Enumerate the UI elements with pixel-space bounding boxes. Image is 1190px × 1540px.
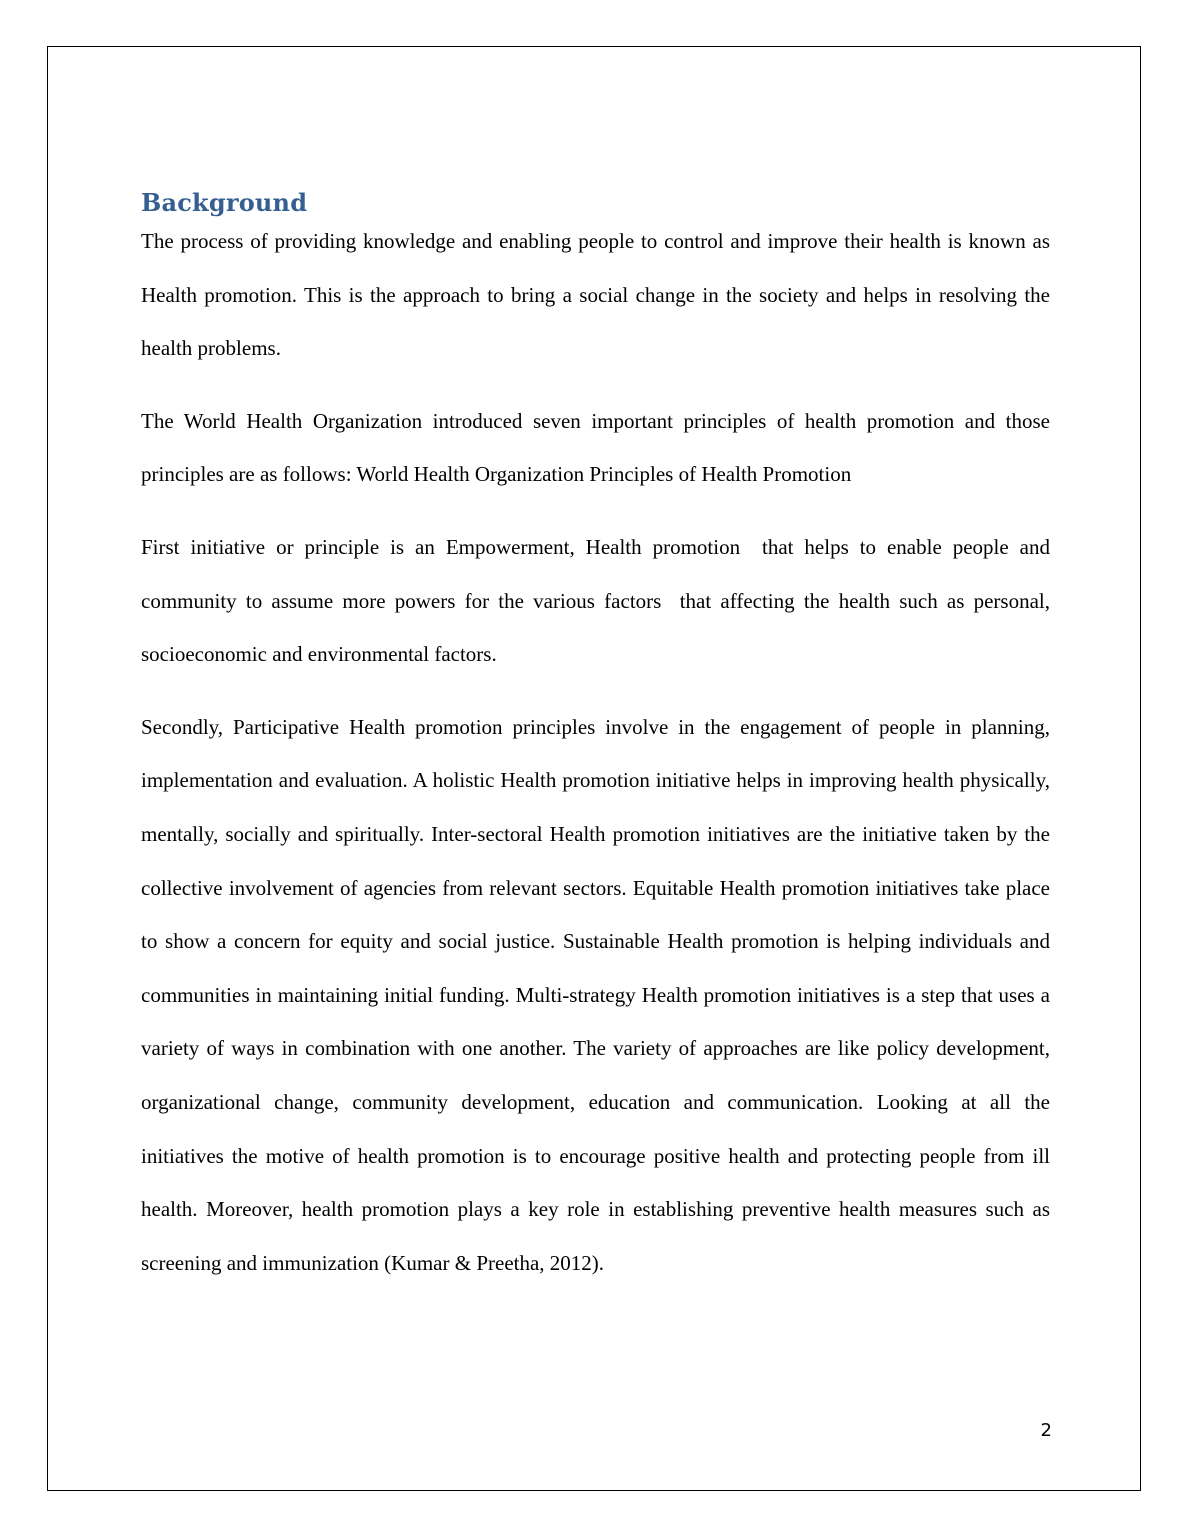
paragraph-health-promotion-definition: The process of providing knowledge and enabling people to control and improve their health is known as Health promotion. This is the approach to bring a social change in the society and helps in resolving the health problems. <box>141 229 1056 361</box>
page-number: 2 <box>1040 1420 1052 1441</box>
paragraph-empowerment: First initiative or principle is an Empowerment, Health promotion that helps to enable people and community to assume more powers for the various factors that affecting the health such as personal, socioeconomic and environmental factors. <box>141 534 1056 667</box>
paragraph-who-principles: The World Health Organization introduced seven important principles of health promotion and those principles are as follows: World Health Organization Principles of Health Promotion <box>141 408 1056 487</box>
section-heading: Background <box>141 188 308 217</box>
paragraph-principles-detail: Secondly, Participative Health promotion principles involve in the engagement of people in planning, implementation and evaluation. A holistic Health promotion initiative helps in improving health physically, mentally, socially and spiritually. Inter-sectoral Health promotion initiatives are the initiative taken by the collective involvement of agencies from relevant sectors. Equitable Health promotion initiatives take place to show a concern for equity and social justice. Sustainable Health promotion is helping individuals and communities in maintaining initial funding. Multi-strategy Health promotion initiatives is a step that uses a variety of ways in combination with one another. The variety of approaches are like policy development, organizational change, community development, education and communication. Looking at all the initiatives the motive of health promotion is to encourage positive health and protecting people from ill health. Moreover, health promotion plays a key role in establishing preventive health measures such as screening and immunization (Kumar & Preetha, 2012). <box>141 714 1056 1275</box>
document-body <box>141 184 1056 1309</box>
